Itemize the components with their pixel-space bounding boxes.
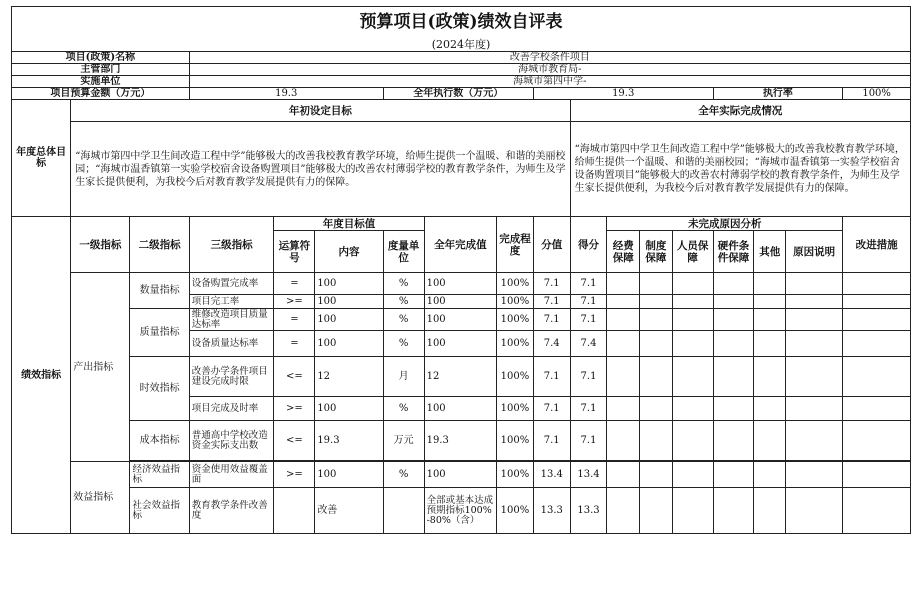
project-name-value: 改善学校条件项目 xyxy=(189,52,910,64)
report-year: (2024年度) xyxy=(12,37,911,52)
indicator-name: 项目完成及时率 xyxy=(189,397,274,421)
indicator-content: 改善 xyxy=(315,488,383,534)
budget-label: 项目预算金额（万元） xyxy=(12,88,190,100)
table-row xyxy=(12,273,911,295)
project-name-label: 项目(政策)名称 xyxy=(12,52,190,64)
indicator-op: = xyxy=(274,309,315,331)
col-reason-other: 其他 xyxy=(754,231,786,273)
indicator-content: 100 xyxy=(315,397,383,421)
col-l2: 二级指标 xyxy=(130,217,189,273)
perf-section-label: 绩效指标 xyxy=(12,217,71,534)
indicator-unit: 月 xyxy=(383,357,424,397)
col-improve: 改进措施 xyxy=(843,217,911,273)
col-unit: 度量单位 xyxy=(383,231,424,273)
indicator-unit: % xyxy=(383,295,424,309)
indicator-score: 7.1 xyxy=(570,357,607,397)
dept-label: 主管部门 xyxy=(12,64,190,76)
indicator-score: 7.1 xyxy=(570,397,607,421)
indicator-value: 7.4 xyxy=(533,331,570,357)
indicator-degree: 100% xyxy=(497,273,534,295)
col-degree: 完成程度 xyxy=(497,217,534,273)
indicator-value: 7.1 xyxy=(533,397,570,421)
indicator-content: 19.3 xyxy=(315,421,383,461)
sub-social: 社会效益指标 xyxy=(130,488,189,534)
indicator-score: 7.1 xyxy=(570,273,607,295)
cat-output: 产出指标 xyxy=(71,273,130,462)
indicator-name: 资金使用效益覆盖面 xyxy=(189,462,274,488)
indicator-score: 13.3 xyxy=(570,488,607,534)
col-l3: 三级指标 xyxy=(189,217,274,273)
col-op: 运算符号 xyxy=(274,231,315,273)
indicator-actual: 100 xyxy=(424,309,497,331)
budget-value: 19.3 xyxy=(189,88,383,100)
indicator-name: 设备购置完成率 xyxy=(189,273,274,295)
indicator-score: 7.1 xyxy=(570,309,607,331)
annual-goal-label: 年度总体目标 xyxy=(12,100,71,217)
col-score-value: 分值 xyxy=(533,217,570,273)
indicator-unit: % xyxy=(383,309,424,331)
col-actual: 全年完成值 xyxy=(424,217,497,273)
impl-unit-value: 海城市第四中学- xyxy=(189,76,910,88)
indicator-actual: 12 xyxy=(424,357,497,397)
indicator-name: 改善办学条件项目建设完成时限 xyxy=(189,357,274,397)
rate-label: 执行率 xyxy=(713,88,843,100)
indicator-name: 教育教学条件改善度 xyxy=(189,488,274,534)
col-reason-staff: 人员保障 xyxy=(672,231,713,273)
evaluation-table xyxy=(11,6,911,534)
indicator-name: 维修改造项目质量达标率 xyxy=(189,309,274,331)
actual-goal-text: “海城市第四中学卫生间改造工程中学”能够极大的改善我校教育教学环境，给师生提供一个温暖、和谐的美丽校园；“海城市温香镇第一实验学校宿舍设备购置项目”能够极大的改善农村薄弱学校的教育教学条件，为师生及学生家长提供便利，为我校今后对教育教学发展提供有力的保障。 xyxy=(570,122,910,217)
col-reason-system: 制度保障 xyxy=(640,231,673,273)
indicator-op: <= xyxy=(274,421,315,461)
sub-time: 时效指标 xyxy=(130,357,189,421)
sub-quality: 质量指标 xyxy=(130,309,189,357)
exec-value: 19.3 xyxy=(533,88,713,100)
indicator-unit: % xyxy=(383,462,424,488)
indicator-unit: % xyxy=(383,273,424,295)
page-title: 预算项目(政策)绩效自评表 xyxy=(12,7,911,38)
actual-goal-header: 全年实际完成情况 xyxy=(570,100,910,122)
indicator-score: 7.1 xyxy=(570,421,607,461)
indicator-actual: 100 xyxy=(424,295,497,309)
indicator-value: 7.1 xyxy=(533,309,570,331)
col-reason-funds: 经费保障 xyxy=(607,231,640,273)
col-reason-hardware: 硬件条件保障 xyxy=(713,231,754,273)
table-row xyxy=(12,309,911,331)
self-evaluation-sheet xyxy=(11,6,911,534)
indicator-score: 13.4 xyxy=(570,462,607,488)
sub-cost: 成本指标 xyxy=(130,421,189,461)
indicator-name: 设备质量达标率 xyxy=(189,331,274,357)
indicator-degree: 100% xyxy=(497,462,534,488)
table-row xyxy=(12,462,911,488)
indicator-op: <= xyxy=(274,357,315,397)
reason-group-header: 未完成原因分析 xyxy=(607,217,843,231)
cat-benefit: 效益指标 xyxy=(71,462,130,534)
indicator-actual: 100 xyxy=(424,397,497,421)
impl-unit-label: 实施单位 xyxy=(12,76,190,88)
indicator-value: 13.3 xyxy=(533,488,570,534)
sub-economic: 经济效益指标 xyxy=(130,462,189,488)
indicator-actual: 100 xyxy=(424,273,497,295)
indicator-name: 项目完工率 xyxy=(189,295,274,309)
indicator-actual: 全部或基本达成预期指标100%-80%（含） xyxy=(424,488,497,534)
col-score: 得分 xyxy=(570,217,607,273)
indicator-unit xyxy=(383,488,424,534)
indicator-actual: 100 xyxy=(424,331,497,357)
indicator-score: 7.1 xyxy=(570,295,607,309)
indicator-op: >= xyxy=(274,462,315,488)
indicator-content: 100 xyxy=(315,462,383,488)
rate-value: 100% xyxy=(843,88,911,100)
table-row xyxy=(12,357,911,397)
col-reason-note: 原因说明 xyxy=(786,231,843,273)
indicator-content: 12 xyxy=(315,357,383,397)
target-group-header: 年度目标值 xyxy=(274,217,424,231)
indicator-content: 100 xyxy=(315,331,383,357)
indicator-degree: 100% xyxy=(497,331,534,357)
indicator-content: 100 xyxy=(315,295,383,309)
indicator-op xyxy=(274,488,315,534)
indicator-value: 7.1 xyxy=(533,273,570,295)
indicator-value: 7.1 xyxy=(533,295,570,309)
indicator-score: 7.4 xyxy=(570,331,607,357)
indicator-name: 普通高中学校改造资金实际支出数 xyxy=(189,421,274,461)
indicator-content: 100 xyxy=(315,309,383,331)
indicator-value: 7.1 xyxy=(533,357,570,397)
indicator-actual: 100 xyxy=(424,462,497,488)
indicator-unit: % xyxy=(383,331,424,357)
sub-quantity: 数量指标 xyxy=(130,273,189,309)
exec-label: 全年执行数（万元） xyxy=(383,88,533,100)
indicator-op: = xyxy=(274,273,315,295)
indicator-degree: 100% xyxy=(497,357,534,397)
indicator-degree: 100% xyxy=(497,397,534,421)
indicator-content: 100 xyxy=(315,273,383,295)
indicator-op: >= xyxy=(274,397,315,421)
indicator-degree: 100% xyxy=(497,421,534,461)
dept-value: 海城市教育局- xyxy=(189,64,910,76)
indicator-unit: % xyxy=(383,397,424,421)
indicator-op: >= xyxy=(274,295,315,309)
indicator-value: 13.4 xyxy=(533,462,570,488)
indicator-actual: 19.3 xyxy=(424,421,497,461)
table-row xyxy=(12,488,911,534)
indicator-degree: 100% xyxy=(497,309,534,331)
indicator-value: 7.1 xyxy=(533,421,570,461)
col-content: 内容 xyxy=(315,231,383,273)
indicator-unit: 万元 xyxy=(383,421,424,461)
set-goal-header: 年初设定目标 xyxy=(71,100,570,122)
table-row xyxy=(12,421,911,461)
indicator-degree: 100% xyxy=(497,295,534,309)
set-goal-text: “海城市第四中学卫生间改造工程中学”能够极大的改善我校教育教学环境，给师生提供一个温暖、和谐的美丽校园；“海城市温香镇第一实验学校宿舍设备购置项目”能够极大的改善农村薄弱学校的教育教学条件，为师生及学生家长提供便利，为我校今后对教育教学发展提供有力的保障。 xyxy=(71,122,570,217)
indicator-op: = xyxy=(274,331,315,357)
indicator-degree: 100% xyxy=(497,488,534,534)
col-l1: 一级指标 xyxy=(71,217,130,273)
